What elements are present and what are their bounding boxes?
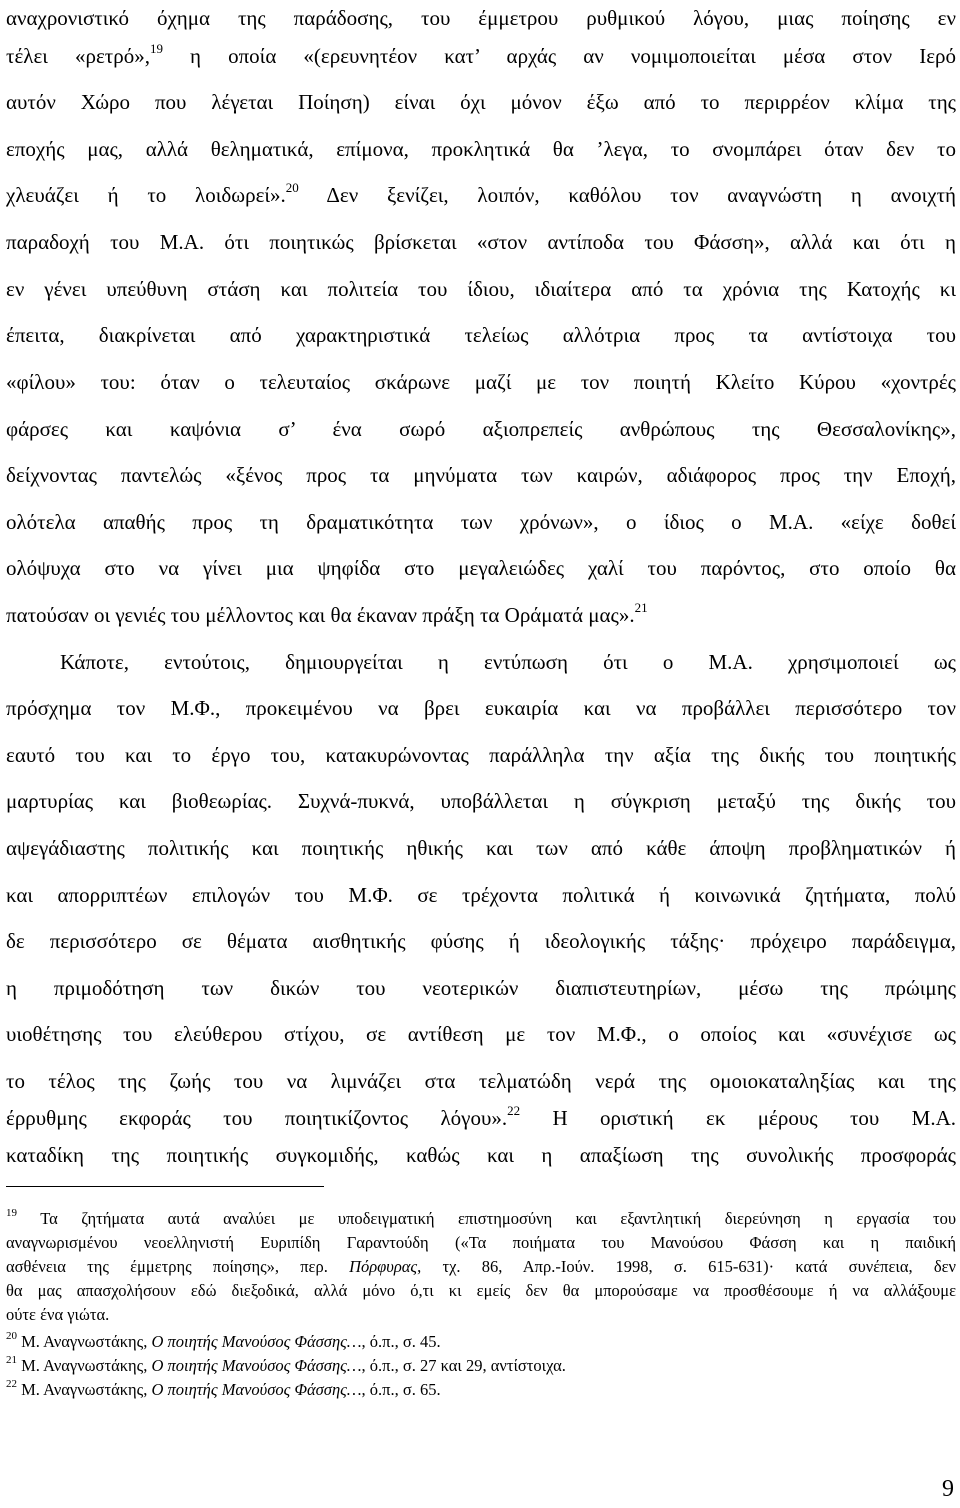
body-line: υιοθέτησης του ελεύθερου στίχου, σε αντίθεση με τον Μ.Φ., ο οποίος και «συνέχισε ως <box>6 1022 956 1046</box>
body-line: παραδοχή του Μ.Α. ότι ποιητικώς βρίσκεται «στον αντίποδα του Φάσση», αλλά και ότι η <box>6 230 956 254</box>
footnote-author: Μ. Αναγνωστάκης, <box>21 1356 152 1375</box>
footnote-mark-19: 19 <box>149 41 163 56</box>
book-title: Ο ποιητής Μανούσος Φάσσης… <box>151 1332 362 1351</box>
line-text: πατούσαν οι γενιές του μέλλοντος και θα έκαναν πράξη τα Οράματά μας». <box>6 603 635 627</box>
body-line: το τέλος της ζωής του να λιμνάζει στα τελματώδη νερά της ομοιοκαταληξίας και της <box>6 1069 956 1093</box>
body-line: εαυτό του και το έργο του, κατακυρώνοντας παράλληλα την αξία της δικής του ποιητικής <box>6 743 956 767</box>
body-line: και απορριπτέων επιλογών του Μ.Φ. σε τρέχοντα πολιτικά ή κοινωνικά ζητήματα, πολύ <box>6 883 956 907</box>
footnote-text: , τχ. 86, Απρ.-Ιούν. 1998, σ. 615-631)· κατά συνέπεια, δεν <box>417 1257 956 1276</box>
journal-title: Πόρφυρας <box>349 1257 418 1276</box>
line-text: χλευάζει ή το λοιδωρεί». <box>6 183 286 207</box>
body-line <box>6 1103 956 1130</box>
body-line: έπειτα, διακρίνεται από χαρακτηριστικά τελείως αλλότρια προς τα αντίστοιχα του <box>6 323 956 347</box>
book-title: Ο ποιητής Μανούσος Φάσσης… <box>151 1356 362 1375</box>
footnote-20 <box>6 1332 956 1351</box>
footnote-line <box>6 1281 956 1300</box>
footnote-mark-21: 21 <box>634 600 648 615</box>
footnote-text: ούτε ένα γιώτα. <box>6 1305 110 1324</box>
body-line: δείχνοντας παντελώς «ξένος προς τα μηνύματα των καιρών, αδιάφορος προς την Εποχή, <box>6 463 956 487</box>
body-line: αυτόν Χώρο που λέγεται Ποίηση) είναι όχι μόνον έξω από το περιρρέον κλίμα της <box>6 90 956 114</box>
line-text: τέλει «ρετρό», <box>6 44 150 68</box>
footnote-number: 19 <box>6 1207 17 1219</box>
footnote-reference: , ό.π., σ. 45. <box>361 1332 441 1351</box>
line-text: η οποία «(ερευνητέον κατ’ αρχάς αν νομιμοποιείται μέσα στον Ιερό <box>162 44 957 68</box>
body-line: Κάποτε, εντούτοις, δημιουργείται η εντύπωση ότι ο Μ.Α. χρησιμοποιεί ως <box>60 650 956 674</box>
body-line: ολόψυχα στο να γίνει μια ψηφίδα στο μεγαλειώδες χαλί του παρόντος, στο οποίο θα <box>6 556 956 580</box>
line-text: Η οριστική εκ μέρους του Μ.Α. <box>520 1106 956 1130</box>
line-text: έρρυθμης εκφοράς του ποιητικίζοντος λόγου». <box>6 1106 508 1130</box>
body-line: καταδίκη της ποιητικής συγκομιδής, καθώς και η απαξίωση της συνολικής προσφοράς <box>6 1143 956 1167</box>
footnote-separator <box>6 1186 324 1187</box>
body-line: αναχρονιστικό όχημα της παράδοσης, του έμμετρου ρυθμικού λόγου, μιας ποίησης εν <box>6 6 956 30</box>
body-line: εν γένει υπεύθυνη στάση και πολιτεία του ίδιου, ιδιαίτερα από τα χρόνια της Κατοχής κι <box>6 277 956 301</box>
body-line: ολότελα απαθής προς τη δραματικότητα των χρόνων», ο ίδιος ο Μ.Α. «είχε δοθεί <box>6 510 956 534</box>
body-line: εποχής μας, αλλά θεληματικά, επίμονα, προκλητικά θα ’λεγα, το σνομπάρει όταν δεν το <box>6 137 956 161</box>
body-line <box>6 600 956 627</box>
body-line <box>6 180 956 207</box>
footnote-19 <box>6 1209 956 1228</box>
footnote-line <box>6 1257 956 1276</box>
body-line: δε περισσότερο σε θέματα αισθητικής φύσης ή ιδεολογικής τάξης· πρόχειρο παράδειγμα, <box>6 929 956 953</box>
footnote-text: αναγνωρισμένου νεοελληνιστή Ευριπίδη Γαραντούδη («Τα ποιήματα του Μανούσου Φάσση και η παιδική <box>6 1233 956 1252</box>
body-line <box>6 41 957 68</box>
footnote-author: Μ. Αναγνωστάκης, <box>21 1332 152 1351</box>
footnote-mark-20: 20 <box>285 180 299 195</box>
footnote-21 <box>6 1356 956 1375</box>
page-number: 9 <box>942 1476 954 1502</box>
body-line: μαρτυρίας και βιοθεωρίας. Συχνά-πυκνά, υποβάλλεται η σύγκριση μεταξύ της δικής του <box>6 789 956 813</box>
footnote-author: Μ. Αναγνωστάκης, <box>21 1380 152 1399</box>
body-line: «φίλου» του: όταν ο τελευταίος σκάρωνε μαζί με τον ποιητή Κλείτο Κύρου «χοντρές <box>6 370 956 394</box>
footnote-22 <box>6 1380 956 1399</box>
footnote-text: ασθένεια της έμμετρης ποίησης», περ. <box>6 1257 350 1276</box>
book-title: Ο ποιητής Μανούσος Φάσσης… <box>151 1380 362 1399</box>
body-line: πρόσχημα τον Μ.Φ., προκειμένου να βρει ευκαιρία και να προβάλλει περισσότερο τον <box>6 696 956 720</box>
body-line: αψεγάδιαστης πολιτικής και ποιητικής ηθικής και των από κάθε άποψη προβληματικών ή <box>6 836 956 860</box>
footnote-text: Τα ζητήματα αυτά αναλύει με υποδειγματική επιστημοσύνη και εξαντλητική διερεύνηση η εργασία του <box>40 1209 957 1228</box>
body-line: φάρσες και καψόνια σ’ ένα σωρό αξιοπρεπείς ανθρώπους της Θεσσαλονίκης», <box>6 417 956 441</box>
footnote-reference: , ό.π., σ. 65. <box>361 1380 441 1399</box>
line-text: Δεν ξενίζει, λοιπόν, καθόλου τον αναγνώστη η ανοιχτή <box>298 183 956 207</box>
footnote-line <box>6 1233 956 1252</box>
footnote-text: θα μας απασχολήσουν εδώ διεξοδικά, αλλά μόνο ό,τι κι εμείς δεν θα μπορούσαμε να προσθέσουμε ή να αλλάξουμε <box>6 1281 956 1300</box>
body-line: η πριμοδότηση των δικών του νεοτερικών διαπιστευτηρίων, μέσω της πρώιμης <box>6 976 956 1000</box>
footnote-number: 20 <box>6 1330 17 1342</box>
footnote-number: 21 <box>6 1354 17 1366</box>
footnote-reference: , ό.π., σ. 27 και 29, αντίστοιχα. <box>361 1356 566 1375</box>
footnote-number: 22 <box>6 1378 17 1390</box>
footnote-line <box>6 1305 956 1324</box>
footnote-mark-22: 22 <box>507 1103 521 1118</box>
